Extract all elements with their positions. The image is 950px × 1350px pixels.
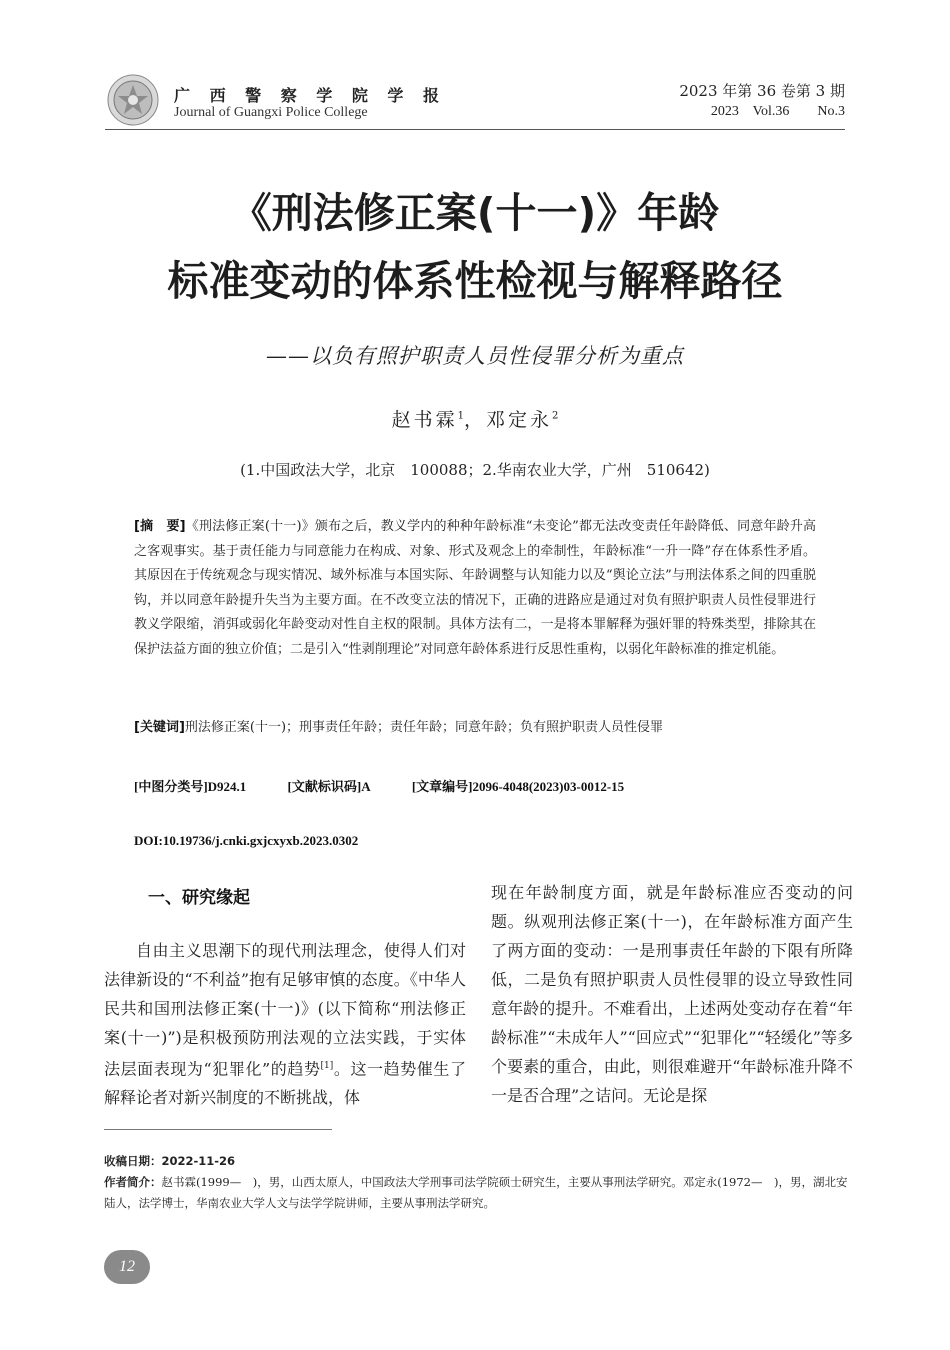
section-heading: 一、研究缘起: [148, 888, 250, 908]
author-bio-text: 赵书霖(1999— )，男，山西太原人，中国政法大学刑事司法学院硕士研究生，主要从事刑法学研究。邓定永(1972— )，男，湖北安陆人，法学博士，华南农业大学人文与法学学院讲师，主要从事刑法学研究。: [104, 1175, 848, 1210]
body-column-right: [491, 878, 853, 1110]
author-bio: [104, 1172, 849, 1214]
author-2-mark: 2: [552, 410, 559, 422]
journal-title-cn: 广 西 警 察 学 院 学 报: [174, 86, 446, 105]
abstract-label: [摘 要]: [134, 519, 186, 534]
page-number: 12: [104, 1250, 150, 1284]
article-number: [文章编号]2096-4048(2023)03-0012-15: [411, 779, 625, 794]
author-1: 赵书霖: [391, 409, 458, 431]
abstract-text: 《刑法修正案(十一)》颁布之后，教义学内的种种年龄标准“未变论”都无法改变责任年龄降低、同意年龄升高之客观事实。基于责任能力与同意能力在构成、对象、形式及观念上的牵制性，年龄标准“一升一降”存在体系性矛盾。其原因在于传统观念与现实情况、域外标准与本国实际、年龄调整与认知能力以及“舆论立法”与刑法体系之间的四重脱钩，并以同意年龄提升失当为主要方面。在不改变立法的情况下，正确的进路应是通过对负有照护职责人员性侵罪进行教义学限缩，消弭或弱化年龄变动对性自主权的限制。具体方法有二，一是将本罪解释为强奸罪的特殊类型，排除其在保护法益方面的独立价值；二是引入“性剥削理论”对同意年龄体系进行反思性重构，以弱化年龄标准的推定机能。: [134, 519, 817, 657]
footnotes: [104, 1151, 849, 1214]
issue-number: No.3: [817, 104, 845, 119]
footnote-divider: [104, 1129, 332, 1130]
abstract: [134, 515, 816, 662]
body-column-left: [104, 936, 466, 1112]
article-title-line1: 《刑法修正案(十一)》年龄: [230, 189, 720, 237]
received-label: 收稿日期：: [104, 1154, 162, 1168]
issue-info-en: [711, 104, 845, 120]
paragraph-text: 自由主义思潮下的现代刑法理念，使得人们对法律新设的“不利益”抱有足够审慎的态度。《中华人民共和国刑法修正案(十一)》(以下简称“刑法修正案(十一)”)是积极预防刑法观的立法实践，于实体法层面表现为“犯罪化”的趋势: [104, 941, 466, 1079]
keywords-label: [关键词]: [134, 720, 185, 735]
issue-info-cn: 2023 年第 36 卷第 3 期: [679, 82, 845, 100]
doi: DOI:10.19736/j.cnki.gxjcxyxb.2023.0302: [134, 833, 359, 848]
author-line: [0, 405, 950, 432]
classification-row: [134, 776, 662, 795]
keywords-text: 刑法修正案(十一)；刑事责任年龄；责任年龄；同意年龄；负有照护职责人员性侵罪: [184, 720, 664, 735]
received-date: [104, 1151, 849, 1172]
keywords: [134, 716, 816, 735]
author-separator: ，: [463, 409, 486, 431]
issue-volume: Vol.36: [752, 104, 790, 119]
document-code: [文献标识码]A: [287, 779, 371, 794]
clc-number: [中图分类号]D924.1: [134, 779, 247, 794]
journal-logo: [107, 74, 159, 126]
article-subtitle: ——以负有照护职责人员性侵罪分析为重点: [266, 344, 684, 368]
author-2: 邓定永: [486, 409, 553, 431]
citation-ref[interactable]: [1]: [320, 1061, 334, 1071]
paragraph-tail: 。这一趋势催生了解释论者对新兴制度的不断挑战，体: [104, 1059, 466, 1108]
article-title-line2: 标准变动的体系性检视与解释路径: [167, 257, 783, 305]
body-paragraph: [104, 936, 466, 1112]
affiliation: (1.中国政法大学，北京 100088；2.华南农业大学，广州 510642): [240, 461, 710, 479]
received-value: 2022-11-26: [161, 1154, 236, 1168]
author-1-mark: 1: [457, 410, 464, 422]
author-bio-label: 作者简介：: [104, 1175, 162, 1189]
body-paragraph-continued: 现在年龄制度方面，就是年龄标准应否变动的问题。纵观刑法修正案(十一)，在年龄标准方面产生了两方面的变动：一是刑事责任年龄的下限有所降低，二是负有照护职责人员性侵罪的设立导致性同意年龄的提升。不难看出，上述两处变动存在着“年龄标准”“未成年人”“回应式”“犯罪化”“轻缓化”等多个要素的重合，由此，则很难避开“年龄标准升降不一是否合理”之诘问。无论是探: [491, 883, 853, 1105]
journal-title-en: Journal of Guangxi Police College: [174, 105, 368, 120]
issue-year: 2023: [710, 104, 739, 119]
header-divider: [105, 129, 845, 130]
